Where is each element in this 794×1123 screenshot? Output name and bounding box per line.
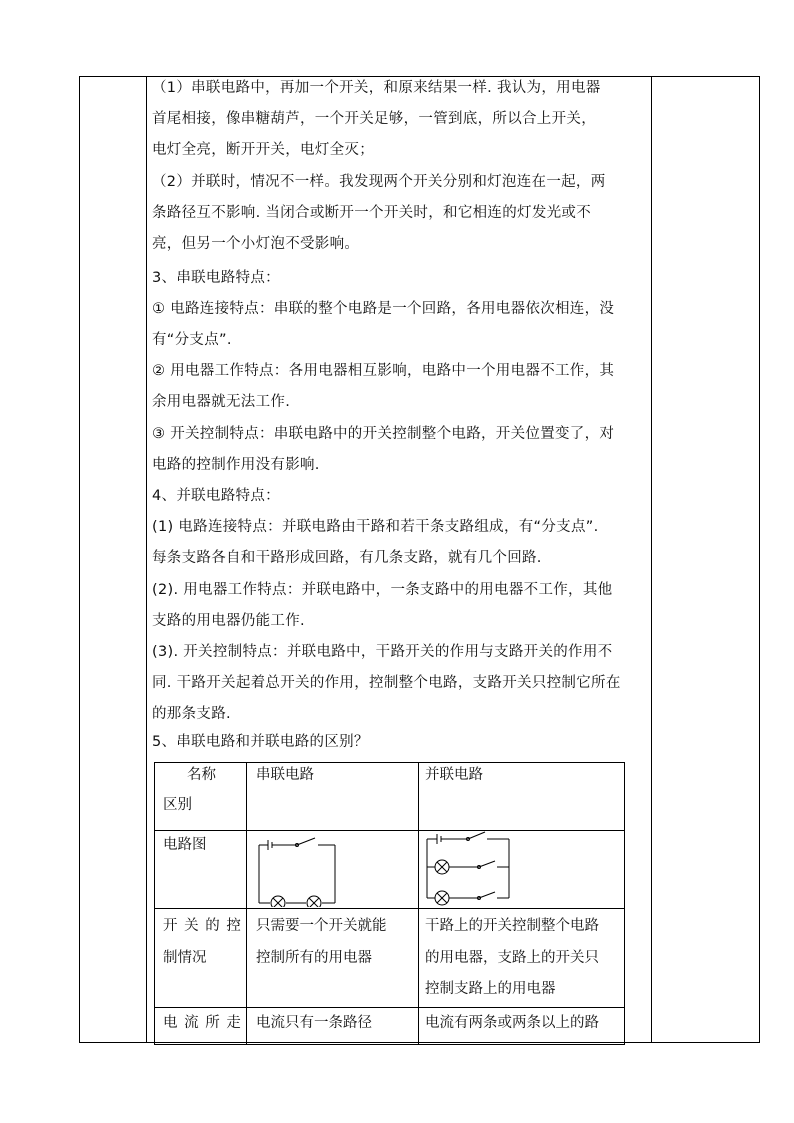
paragraph-line: (3). 开关控制特点：并联电路中，干路开关的作用与支路开关的作用不: [152, 644, 613, 660]
header-parallel: 并联电路: [425, 767, 483, 783]
parallel-current-text: 电流有两条或两条以上的路: [425, 1015, 599, 1031]
header-difference: 区别: [163, 797, 192, 813]
paragraph-line: 同. 干路开关起着总开关的作用，控制整个电路，支路开关只控制它所在: [152, 675, 621, 691]
paragraph-line: （2）并联时，情况不一样。我发现两个开关分别和灯泡连在一起，两: [152, 174, 606, 190]
table-row-divider: [155, 830, 624, 831]
paragraph-line: 电灯全亮，断开开关，电灯全灭；: [152, 142, 374, 158]
comparison-table: [154, 762, 625, 1045]
paragraph-line: 每条支路各自和干路形成回路，有几条支路，就有几个回路.: [152, 550, 542, 566]
header-name: 名称: [187, 767, 216, 783]
paragraph-line: 支路的用电器仍能工作.: [152, 613, 305, 629]
parallel-switch-text: 控制支路上的用电器: [425, 981, 556, 997]
outer-col-divider-right: [651, 77, 652, 1042]
series-current-text: 电流只有一条路径: [256, 1015, 372, 1031]
paragraph-line: (1) 电路连接特点：并联电路由干路和若干条支路组成，有“分支点”.: [152, 519, 599, 535]
paragraph-line: 亮，但另一个小灯泡不受影响。: [152, 236, 360, 252]
paragraph-line: 有“分支点”.: [152, 332, 232, 348]
parallel-circuit-diagram: [423, 831, 518, 907]
series-switch-text: 只需要一个开关就能: [256, 918, 387, 934]
table-col-divider: [418, 763, 419, 1044]
parallel-switch-text: 的用电器，支路上的开关只: [425, 950, 599, 966]
parallel-switch-text: 干路上的开关控制整个电路: [425, 918, 599, 934]
row-label-switch: 开 关 的 控: [163, 918, 242, 934]
paragraph-line: 的那条支路.: [152, 706, 231, 722]
table-row-divider: [155, 908, 624, 909]
section-heading: 4、并联电路特点：: [152, 488, 280, 504]
section-heading: 3、串联电路特点：: [152, 270, 280, 286]
outer-col-divider-left: [146, 77, 147, 1042]
paragraph-line: 余用电器就无法工作.: [152, 394, 291, 410]
row-label-diagram: 电路图: [163, 837, 207, 853]
series-switch-text: 控制所有的用电器: [256, 950, 372, 966]
paragraph-line: 首尾相接，像串糖葫芦，一个开关足够，一管到底，所以合上开关，: [152, 111, 596, 127]
section-heading: 5、串联电路和并联电路的区别？: [152, 734, 369, 750]
paragraph-line: 条路径互不影响. 当闭合或断开一个开关时，和它相连的灯发光或不: [152, 205, 592, 221]
row-label-switch-cont: 制情况: [163, 950, 207, 966]
paragraph-line: ① 电路连接特点：串联的整个电路是一个回路，各用电器依次相连，没: [152, 301, 615, 317]
paragraph-line: ② 用电器工作特点：各用电器相互影响，电路中一个用电器不工作，其: [152, 363, 615, 379]
row-label-current: 电 流 所 走: [163, 1015, 242, 1031]
paragraph-line: ③ 开关控制特点：串联电路中的开关控制整个电路，开关位置变了，对: [152, 426, 615, 442]
header-series: 串联电路: [256, 767, 314, 783]
table-row-divider: [155, 1007, 624, 1008]
paragraph-line: 电路的控制作用没有影响.: [152, 457, 320, 473]
table-col-divider: [246, 763, 247, 1044]
paragraph-line: （1）串联电路中，再加一个开关，和原来结果一样. 我认为，用电器: [152, 80, 601, 96]
series-circuit-diagram: [255, 833, 345, 907]
paragraph-line: (2). 用电器工作特点：并联电路中，一条支路中的用电器不工作，其他: [152, 582, 613, 598]
